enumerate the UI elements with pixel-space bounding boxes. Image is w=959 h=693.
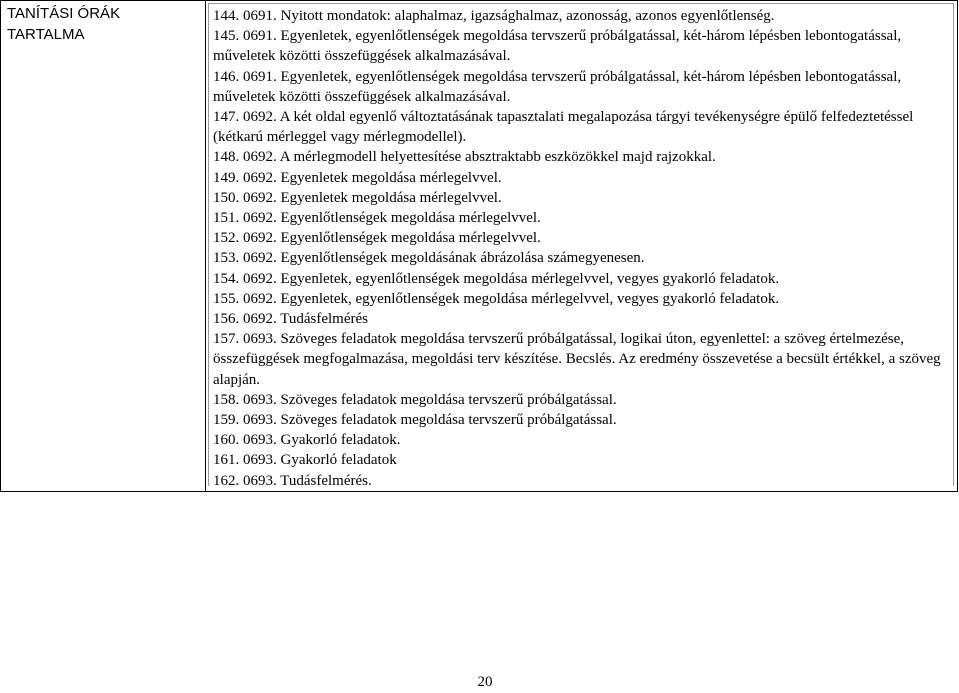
list-item [213,6,949,26]
lesson-number: 146. 0691. [213,68,277,85]
lesson-number: 151. 0692. [213,210,277,227]
lesson-number: 149. 0692. [213,169,277,186]
list-item [213,450,949,470]
list-item [213,147,949,167]
list-item [213,269,949,289]
list-item [213,390,949,410]
lesson-text: Szöveges feladatok megoldása tervszerű próbálgatással. [280,391,617,408]
lesson-text: Tudásfelmérés [280,311,369,328]
lesson-text: Gyakorló feladatok [280,452,397,469]
page-number: 20 [477,674,493,690]
lesson-number: 148. 0692. [213,149,277,166]
lesson-text: Tudásfelmérés. [280,472,372,489]
lesson-number: 150. 0692. [213,189,277,206]
list-item [213,329,949,390]
lesson-number: 160. 0693. [213,432,277,449]
lesson-number: 145. 0691. [213,28,277,45]
lesson-number: 153. 0692. [213,250,277,267]
lesson-text: Egyenlőtlenségek megoldásának ábrázolása számegyenesen. [280,250,645,267]
lesson-number: 147. 0692. [213,109,277,126]
list-item [213,107,949,147]
list-item [213,471,949,491]
lesson-text: Egyenletek, egyenlőtlenségek megoldása mérlegelvvel, vegyes gyakorló feladatok. [280,290,780,307]
table-row [1,1,958,492]
lesson-text: Egyenletek megoldása mérlegelvvel. [280,169,502,186]
list-item [213,26,949,66]
list-item [213,309,949,329]
lesson-text: Szöveges feladatok megoldása tervszerű próbálgatással. [280,412,617,429]
lesson-number: 156. 0692. [213,311,277,328]
list-item [213,67,949,107]
lesson-list [208,3,954,489]
lesson-text: Gyakorló feladatok. [280,432,401,449]
section-label-line2: TARTALMA [7,26,85,43]
lesson-text: Egyenletek megoldása mérlegelvvel. [280,189,502,206]
lesson-text: Egyenlőtlenségek megoldása mérlegelvvel. [280,230,541,247]
lesson-number: 159. 0693. [213,412,277,429]
lesson-number: 144. 0691. [213,8,277,24]
list-item [213,208,949,228]
lesson-number: 162. 0693. [213,472,277,489]
lesson-text: Nyitott mondatok: alaphalmaz, igazsághalmaz, azonosság, azonos egyenlőtlenség. [280,8,775,24]
list-item [213,289,949,309]
lesson-list-cell [206,1,958,492]
section-label-cell [1,1,206,492]
lesson-text: Egyenletek, egyenlőtlenségek megoldása tervszerű próbálgatással, két-három lépésben lebontogatással, műveletek közötti összefüggések alkalmazásával. [213,68,902,105]
lesson-text: Egyenletek, egyenlőtlenségek megoldása tervszerű próbálgatással, két-három lépésben lebontogatással, műveletek közötti összefüggések alkalmazásával. [213,28,902,65]
list-item [213,188,949,208]
section-label-line1: TANÍTÁSI ÓRÁK [7,5,121,22]
list-item [213,410,949,430]
lesson-text: A mérlegmodell helyettesítése absztraktabb eszközökkel majd rajzokkal. [279,149,716,166]
section-label [1,1,205,45]
list-item [213,248,949,268]
lesson-number: 152. 0692. [213,230,277,247]
lesson-text: Egyenlőtlenségek megoldása mérlegelvvel. [280,210,541,227]
lesson-text: A két oldal egyenlő változtatásának tapasztalati megalapozása tárgyi tevékenységre épülő felfedeztetéssel (kétkarú mérleggel vagy mérlegmodellel). [213,109,914,146]
lesson-number: 155. 0692. [213,290,277,307]
lesson-number: 161. 0693. [213,452,277,469]
lesson-text: Egyenletek, egyenlőtlenségek megoldása mérlegelvvel, vegyes gyakorló feladatok. [280,270,780,287]
lesson-number: 158. 0693. [213,391,277,408]
lesson-number: 157. 0693. [213,331,277,348]
lesson-text: Szöveges feladatok megoldása tervszerű próbálgatással, logikai úton, egyenlettel: a szöveg értelmezése, összefüggések megfogalmazása, megoldási terv készítése. Becslés. Az eredmény összevetése a becsült értékkel, a szöveg alapján. [213,331,941,388]
list-item [213,168,949,188]
list-item [213,228,949,248]
lesson-number: 154. 0692. [213,270,277,287]
list-item [213,430,949,450]
